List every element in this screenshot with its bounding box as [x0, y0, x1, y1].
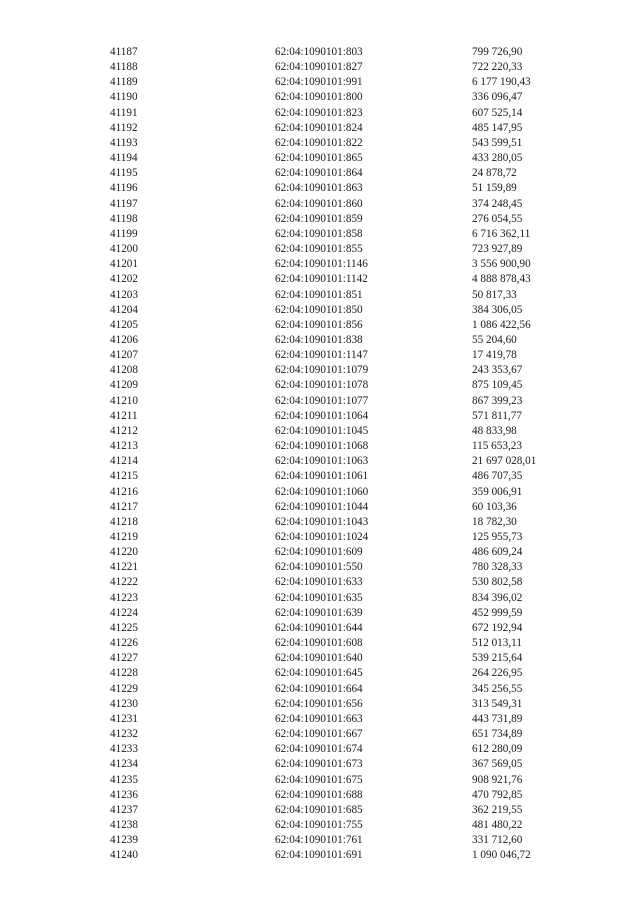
cadastral-value-cell: 345 256,55 [472, 682, 523, 695]
row-number-cell: 41234 [110, 758, 138, 771]
cadastral-value-cell: 60 103,36 [472, 500, 517, 513]
table-row [110, 45, 582, 60]
table-row [110, 257, 582, 272]
cadastral-number-cell: 62:04:1090101:755 [275, 818, 363, 831]
table-row [110, 515, 582, 530]
table-row [110, 742, 582, 757]
row-number-cell: 41214 [110, 455, 138, 468]
row-number-cell: 41218 [110, 515, 138, 528]
cadastral-value-cell: 331 712,60 [472, 834, 523, 847]
table-row [110, 773, 582, 788]
row-number-cell: 41233 [110, 743, 138, 756]
table-row [110, 500, 582, 515]
cadastral-number-cell: 62:04:1090101:865 [275, 152, 363, 165]
table-row [110, 803, 582, 818]
cadastral-value-cell: 243 353,67 [472, 364, 523, 377]
table-row [110, 106, 582, 121]
cadastral-value-cell: 17 419,78 [472, 349, 517, 362]
table-row [110, 545, 582, 560]
row-number-cell: 41204 [110, 303, 138, 316]
cadastral-number-cell: 62:04:1090101:1044 [275, 500, 369, 513]
row-number-cell: 41238 [110, 818, 138, 831]
table-row [110, 454, 582, 469]
row-number-cell: 41220 [110, 546, 138, 559]
cadastral-value-cell: 607 525,14 [472, 106, 523, 119]
table-row [110, 75, 582, 90]
cadastral-number-cell: 62:04:1090101:858 [275, 227, 363, 240]
cadastral-value-cell: 362 219,55 [472, 803, 523, 816]
cadastral-value-cell: 470 792,85 [472, 788, 523, 801]
cadastral-value-table [110, 45, 582, 863]
cadastral-value-cell: 722 220,33 [472, 61, 523, 74]
table-row [110, 712, 582, 727]
cadastral-number-cell: 62:04:1090101:675 [275, 773, 363, 786]
row-number-cell: 41229 [110, 682, 138, 695]
row-number-cell: 41195 [110, 167, 138, 180]
cadastral-value-cell: 530 802,58 [472, 576, 523, 589]
cadastral-value-cell: 485 147,95 [472, 121, 523, 134]
cadastral-number-cell: 62:04:1090101:1077 [275, 394, 369, 407]
row-number-cell: 41237 [110, 803, 138, 816]
row-number-cell: 41206 [110, 333, 138, 346]
table-row [110, 90, 582, 105]
cadastral-number-cell: 62:04:1090101:1061 [275, 470, 369, 483]
cadastral-value-cell: 867 399,23 [472, 394, 523, 407]
cadastral-value-cell: 359 006,91 [472, 485, 523, 498]
cadastral-number-cell: 62:04:1090101:856 [275, 318, 363, 331]
row-number-cell: 41201 [110, 258, 138, 271]
cadastral-value-cell: 125 955,73 [472, 531, 523, 543]
cadastral-value-cell: 539 215,64 [472, 652, 523, 665]
table-row [110, 348, 582, 363]
cadastral-value-cell: 4 888 878,43 [472, 273, 531, 286]
cadastral-number-cell: 62:04:1090101:667 [275, 728, 363, 741]
table-row [110, 485, 582, 500]
cadastral-number-cell: 62:04:1090101:1078 [275, 379, 369, 392]
cadastral-number-cell: 62:04:1090101:859 [275, 212, 363, 225]
cadastral-value-cell: 24 878,72 [472, 167, 517, 180]
cadastral-value-cell: 6 177 190,43 [472, 76, 531, 89]
cadastral-value-cell: 51 159,89 [472, 182, 517, 195]
cadastral-number-cell: 62:04:1090101:656 [275, 697, 363, 710]
cadastral-value-cell: 481 480,22 [472, 818, 523, 831]
table-row [110, 727, 582, 742]
table-row [110, 136, 582, 151]
cadastral-value-cell: 48 833,98 [472, 424, 517, 437]
table-row [110, 833, 582, 848]
cadastral-number-cell: 62:04:1090101:800 [275, 91, 363, 104]
row-number-cell: 41192 [110, 121, 138, 134]
table-row [110, 636, 582, 651]
cadastral-value-cell: 384 306,05 [472, 303, 523, 316]
cadastral-value-cell: 543 599,51 [472, 136, 523, 149]
cadastral-number-cell: 62:04:1090101:838 [275, 333, 363, 346]
cadastral-number-cell: 62:04:1090101:803 [275, 46, 363, 58]
cadastral-number-cell: 62:04:1090101:1060 [275, 485, 369, 498]
table-body [110, 45, 582, 863]
cadastral-value-cell: 264 226,95 [472, 667, 523, 680]
cadastral-number-cell: 62:04:1090101:1068 [275, 440, 369, 453]
row-number-cell: 41200 [110, 243, 138, 256]
cadastral-number-cell: 62:04:1090101:685 [275, 803, 363, 816]
cadastral-value-cell: 799 726,90 [472, 46, 523, 58]
table-row [110, 606, 582, 621]
table-row [110, 409, 582, 424]
row-number-cell: 41210 [110, 394, 138, 407]
cadastral-value-cell: 512 013,11 [472, 637, 522, 650]
row-number-cell: 41202 [110, 273, 138, 286]
row-number-cell: 41222 [110, 576, 138, 589]
table-row [110, 181, 582, 196]
cadastral-number-cell: 62:04:1090101:674 [275, 743, 363, 756]
row-number-cell: 41187 [110, 46, 138, 58]
row-number-cell: 41236 [110, 788, 138, 801]
row-number-cell: 41211 [110, 409, 138, 422]
table-row [110, 318, 582, 333]
cadastral-number-cell: 62:04:1090101:860 [275, 197, 363, 210]
row-number-cell: 41231 [110, 712, 138, 725]
cadastral-number-cell: 62:04:1090101:1063 [275, 455, 369, 468]
table-row [110, 757, 582, 772]
row-number-cell: 41227 [110, 652, 138, 665]
cadastral-value-cell: 18 782,30 [472, 515, 517, 528]
table-row [110, 621, 582, 636]
row-number-cell: 41197 [110, 197, 138, 210]
cadastral-number-cell: 62:04:1090101:639 [275, 606, 363, 619]
cadastral-value-cell: 908 921,76 [472, 773, 523, 786]
cadastral-number-cell: 62:04:1090101:640 [275, 652, 363, 665]
row-number-cell: 41188 [110, 61, 138, 74]
table-row [110, 288, 582, 303]
table-row [110, 212, 582, 227]
row-number-cell: 41191 [110, 106, 138, 119]
cadastral-value-cell: 336 096,47 [472, 91, 523, 104]
row-number-cell: 41217 [110, 500, 138, 513]
row-number-cell: 41219 [110, 531, 138, 543]
table-row [110, 197, 582, 212]
cadastral-number-cell: 62:04:1090101:688 [275, 788, 363, 801]
cadastral-number-cell: 62:04:1090101:850 [275, 303, 363, 316]
table-row [110, 333, 582, 348]
table-row [110, 591, 582, 606]
row-number-cell: 41225 [110, 621, 138, 634]
row-number-cell: 41221 [110, 561, 138, 574]
row-number-cell: 41240 [110, 849, 138, 862]
cadastral-value-cell: 115 653,23 [472, 440, 522, 453]
cadastral-value-cell: 651 734,89 [472, 728, 523, 741]
cadastral-value-cell: 433 280,05 [472, 152, 523, 165]
row-number-cell: 41208 [110, 364, 138, 377]
row-number-cell: 41193 [110, 136, 138, 149]
table-row [110, 848, 582, 863]
cadastral-value-cell: 443 731,89 [472, 712, 523, 725]
row-number-cell: 41228 [110, 667, 138, 680]
cadastral-value-cell: 672 192,94 [472, 621, 523, 634]
cadastral-number-cell: 62:04:1090101:822 [275, 136, 363, 149]
row-number-cell: 41230 [110, 697, 138, 710]
row-number-cell: 41203 [110, 288, 138, 301]
cadastral-value-cell: 834 396,02 [472, 591, 523, 604]
table-row [110, 818, 582, 833]
row-number-cell: 41189 [110, 76, 138, 89]
row-number-cell: 41226 [110, 637, 138, 650]
cadastral-value-cell: 612 280,09 [472, 743, 523, 756]
cadastral-number-cell: 62:04:1090101:663 [275, 712, 363, 725]
cadastral-number-cell: 62:04:1090101:761 [275, 834, 363, 847]
cadastral-number-cell: 62:04:1090101:1142 [275, 273, 368, 286]
row-number-cell: 41209 [110, 379, 138, 392]
table-row [110, 424, 582, 439]
cadastral-value-cell: 367 569,05 [472, 758, 523, 771]
table-row [110, 227, 582, 242]
cadastral-value-cell: 374 248,45 [472, 197, 523, 210]
cadastral-number-cell: 62:04:1090101:691 [275, 849, 363, 862]
table-row [110, 651, 582, 666]
cadastral-number-cell: 62:04:1090101:1043 [275, 515, 369, 528]
cadastral-number-cell: 62:04:1090101:608 [275, 637, 363, 650]
cadastral-value-cell: 3 556 900,90 [472, 258, 531, 271]
cadastral-value-cell: 452 999,59 [472, 606, 523, 619]
cadastral-value-cell: 55 204,60 [472, 333, 517, 346]
row-number-cell: 41199 [110, 227, 138, 240]
table-row [110, 575, 582, 590]
cadastral-number-cell: 62:04:1090101:823 [275, 106, 363, 119]
cadastral-value-cell: 723 927,89 [472, 243, 523, 256]
cadastral-number-cell: 62:04:1090101:664 [275, 682, 363, 695]
table-row [110, 469, 582, 484]
cadastral-value-cell: 571 811,77 [472, 409, 522, 422]
cadastral-number-cell: 62:04:1090101:644 [275, 621, 363, 634]
cadastral-number-cell: 62:04:1090101:864 [275, 167, 363, 180]
cadastral-number-cell: 62:04:1090101:1064 [275, 409, 369, 422]
cadastral-number-cell: 62:04:1090101:1079 [275, 364, 369, 377]
cadastral-value-cell: 313 549,31 [472, 697, 523, 710]
cadastral-value-cell: 486 609,24 [472, 546, 523, 559]
row-number-cell: 41215 [110, 470, 138, 483]
cadastral-value-cell: 50 817,33 [472, 288, 517, 301]
cadastral-value-cell: 6 716 362,11 [472, 227, 531, 240]
cadastral-number-cell: 62:04:1090101:863 [275, 182, 363, 195]
row-number-cell: 41212 [110, 424, 138, 437]
row-number-cell: 41198 [110, 212, 138, 225]
cadastral-number-cell: 62:04:1090101:673 [275, 758, 363, 771]
cadastral-value-cell: 1 086 422,56 [472, 318, 531, 331]
row-number-cell: 41223 [110, 591, 138, 604]
cadastral-number-cell: 62:04:1090101:851 [275, 288, 363, 301]
table-row [110, 530, 582, 545]
cadastral-value-cell: 875 109,45 [472, 379, 523, 392]
row-number-cell: 41190 [110, 91, 138, 104]
row-number-cell: 41239 [110, 834, 138, 847]
cadastral-number-cell: 62:04:1090101:550 [275, 561, 363, 574]
cadastral-number-cell: 62:04:1090101:635 [275, 591, 363, 604]
row-number-cell: 41205 [110, 318, 138, 331]
cadastral-number-cell: 62:04:1090101:609 [275, 546, 363, 559]
cadastral-number-cell: 62:04:1090101:1147 [275, 349, 368, 362]
row-number-cell: 41194 [110, 152, 138, 165]
table-row [110, 242, 582, 257]
cadastral-number-cell: 62:04:1090101:991 [275, 76, 363, 89]
cadastral-value-cell: 780 328,33 [472, 561, 523, 574]
table-row [110, 697, 582, 712]
table-row [110, 394, 582, 409]
cadastral-value-cell: 486 707,35 [472, 470, 523, 483]
cadastral-number-cell: 62:04:1090101:645 [275, 667, 363, 680]
table-row [110, 272, 582, 287]
row-number-cell: 41232 [110, 728, 138, 741]
cadastral-number-cell: 62:04:1090101:1024 [275, 531, 369, 543]
cadastral-number-cell: 62:04:1090101:827 [275, 61, 363, 74]
table-row [110, 788, 582, 803]
cadastral-value-cell: 276 054,55 [472, 212, 523, 225]
table-row [110, 378, 582, 393]
cadastral-number-cell: 62:04:1090101:1045 [275, 424, 369, 437]
cadastral-number-cell: 62:04:1090101:824 [275, 121, 363, 134]
table-row [110, 303, 582, 318]
row-number-cell: 41207 [110, 349, 138, 362]
row-number-cell: 41196 [110, 182, 138, 195]
row-number-cell: 41216 [110, 485, 138, 498]
row-number-cell: 41235 [110, 773, 138, 786]
row-number-cell: 41224 [110, 606, 138, 619]
table-row [110, 439, 582, 454]
table-row [110, 151, 582, 166]
table-row [110, 682, 582, 697]
cadastral-number-cell: 62:04:1090101:1146 [275, 258, 368, 271]
cadastral-value-cell: 1 090 046,72 [472, 849, 531, 862]
cadastral-number-cell: 62:04:1090101:855 [275, 243, 363, 256]
row-number-cell: 41213 [110, 440, 138, 453]
table-row [110, 560, 582, 575]
table-row [110, 121, 582, 136]
cadastral-number-cell: 62:04:1090101:633 [275, 576, 363, 589]
table-row [110, 166, 582, 181]
table-row [110, 60, 582, 75]
table-row [110, 666, 582, 681]
cadastral-value-cell: 21 697 028,01 [472, 455, 537, 468]
table-row [110, 363, 582, 378]
